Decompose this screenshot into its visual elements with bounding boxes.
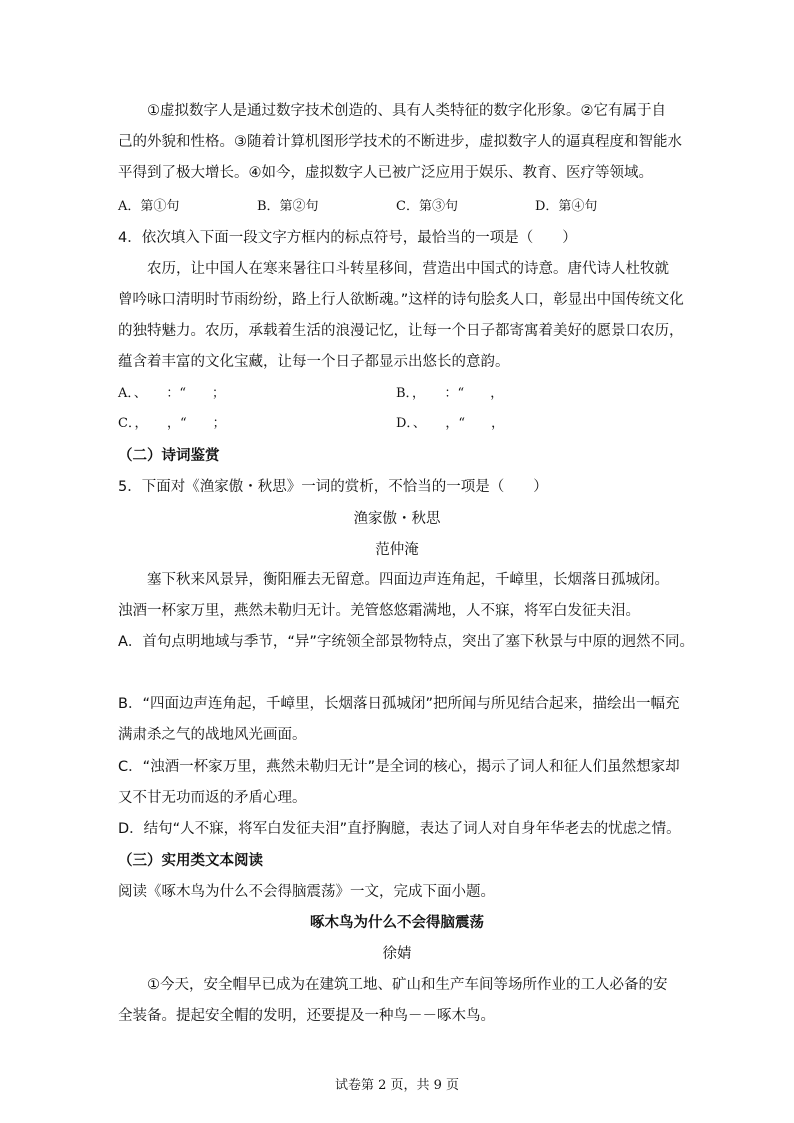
article-para1-line-1: ①今天，安全帽早已成为在建筑工地、矿山和生产车间等场所作业的工人必备的安 bbox=[147, 977, 668, 993]
poem-title: 渔家傲・秋思 bbox=[353, 511, 441, 527]
q5-option-c-line-2: 又不甘无功而返的矛盾心理。 bbox=[118, 790, 307, 806]
q3-option-a: A．第①句 bbox=[118, 199, 180, 214]
q3-passage-line-1: ①虚拟数字人是通过数字技术创造的、具有人类特征的数字化形象。②它有属于自 bbox=[147, 103, 666, 119]
article-author: 徐婧 bbox=[382, 946, 412, 962]
q3-option-b: B．第②句 bbox=[257, 199, 319, 214]
q5-option-b-line-1: B．“四面边声连角起，千嶂里，长烟落日孤城闭”把所闻与所见结合起来，描绘出一幅充 bbox=[118, 696, 680, 712]
q3-option-d: D．第④句 bbox=[535, 199, 598, 214]
q4-option-a: A．、 ：“ ； bbox=[118, 386, 226, 401]
q4-passage-line-4: 蕴含着丰富的文化宝藏，让每一个日子都显示出悠长的意韵。 bbox=[118, 354, 510, 370]
poem-author: 范仲淹 bbox=[375, 542, 419, 558]
page-footer: 试卷第 2 页，共 9 页 bbox=[334, 1078, 460, 1093]
q3-passage-line-3: 平得到了极大增长。④如今，虚拟数字人已被广泛应用于娱乐、教育、医疗等领域。 bbox=[118, 165, 653, 181]
q5-option-c-line-1: C．“浊酒一杯家万里，燕然未勒归无计”是全词的核心，揭示了词人和征人们虽然想家却 bbox=[118, 759, 680, 775]
poem-line-2: 浊酒一杯家万里，燕然未勒归无计。羌管悠悠霜满地，人不寐，将军白发征夫泪。 bbox=[118, 603, 640, 619]
q3-passage-line-2: 己的外貌和性格。③随着计算机图形学技术的不断进步，虚拟数字人的逼真程度和智能水 bbox=[118, 134, 682, 150]
q4-option-b: B．， ：“ ， bbox=[396, 386, 504, 401]
article-title: 啄木鸟为什么不会得脑震荡 bbox=[310, 915, 484, 931]
q5-option-d: D．结句“人不寐，将军白发征夫泪”直抒胸臆，表达了词人对自身年华老去的忧虑之情。 bbox=[118, 821, 681, 837]
q4-stem: 4．依次填入下面一段文字方框内的标点符号，最恰当的一项是（ ） bbox=[118, 230, 577, 246]
q5-option-a: A．首句点明地域与季节，“异”字统领全部景物特点，突出了塞下秋景与中原的迥然不同。 bbox=[118, 634, 694, 650]
q4-passage-line-2: 曾吟咏口清明时节雨纷纷，路上行人欲断魂。”这样的诗句脍炙人口，彰显出中国传统文化 bbox=[118, 292, 684, 308]
q4-option-d: D．、 ，“ ， bbox=[396, 416, 505, 431]
section-heading-poetry: （二）诗词鉴赏 bbox=[118, 448, 220, 464]
article-para1-line-2: 全装备。提起安全帽的发明，还要提及一种鸟－－啄木鸟。 bbox=[118, 1008, 495, 1024]
q5-option-b-line-2: 满肃杀之气的战地风光画面。 bbox=[118, 727, 307, 743]
q3-option-c: C．第③句 bbox=[396, 199, 458, 214]
q4-passage-line-3: 的独特魅力。农历，承载着生活的浪漫记忆，让每一个日子都寄寓着美好的愿景口农历， bbox=[118, 323, 684, 339]
q4-option-c: C．， ，“ ； bbox=[118, 416, 226, 431]
section-heading-practical-reading: （三）实用类文本阅读 bbox=[118, 853, 263, 869]
reading-intro: 阅读《啄木鸟为什么不会得脑震荡》一文，完成下面小题。 bbox=[118, 884, 495, 900]
q5-stem: 5．下面对《渔家傲・秋思》一词的赏析，不恰当的一项是（ ） bbox=[118, 479, 548, 495]
poem-line-1: 塞下秋来风景异，衡阳雁去无留意。四面边声连角起，千嶂里，长烟落日孤城闭。 bbox=[147, 572, 669, 588]
q4-passage-line-1: 农历，让中国人在寒来暑往口斗转星移间，营造出中国式的诗意。唐代诗人杜牧就 bbox=[147, 261, 669, 277]
